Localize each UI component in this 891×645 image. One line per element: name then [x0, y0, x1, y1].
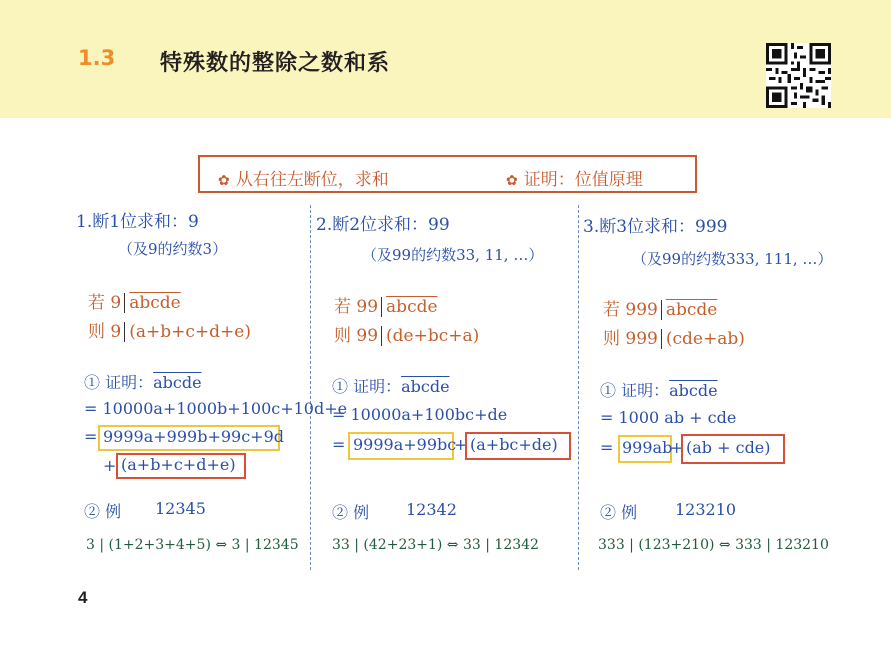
col1-example-label: ② 例	[84, 502, 122, 521]
flower-icon: ✿	[218, 173, 230, 189]
column-divider	[578, 205, 579, 570]
col2-subheading: （及99的约数33, 11, …）	[362, 246, 544, 264]
col1-step1: = 10000a+1000b+100c+10d+e	[84, 399, 348, 418]
col3-step2: 999ab	[622, 438, 673, 457]
col3-subheading: （及99的约数333, 111, …）	[632, 250, 833, 268]
col3-if-line: 若 999 abcde	[603, 300, 718, 320]
header-banner	[0, 0, 891, 118]
col3-step3: (ab + cde)	[686, 438, 771, 457]
qr-code-icon	[766, 43, 831, 108]
col2-eq: =	[332, 435, 346, 454]
col1-eq: =	[84, 427, 98, 446]
col2-plus: +	[454, 435, 468, 454]
col2-example-number: 12342	[406, 500, 457, 519]
col3-proof-label: ① 证明：abcde	[600, 381, 718, 400]
col1-plus: +	[103, 456, 117, 475]
col1-step2: 9999a+999b+99c+9d	[103, 427, 284, 446]
col2-heading: 2.断2位求和：99	[316, 215, 450, 235]
col3-heading: 3.断3位求和：999	[583, 217, 728, 237]
col3-example-line: 333 | (123+210) ⇔ 333 | 123210	[598, 537, 829, 553]
column-divider	[310, 205, 311, 570]
col1-proof-label: ① 证明：abcde	[84, 373, 202, 392]
page-number: 4	[78, 588, 88, 607]
col3-example-number: 123210	[675, 500, 737, 519]
col3-then-line: 则 999 (cde+ab)	[603, 329, 745, 349]
col3-eq: =	[600, 438, 614, 457]
col1-example-number: 12345	[155, 499, 206, 518]
col1-heading: 1.断1位求和：9	[76, 212, 199, 232]
col2-proof-label: ① 证明：abcde	[332, 377, 450, 396]
section-number: 1.3	[78, 46, 116, 70]
col2-step2: 9999a+99bc	[353, 435, 457, 454]
col3-example-label: ② 例	[600, 503, 638, 522]
col2-example-label: ② 例	[332, 503, 370, 522]
col3-plus: +	[670, 438, 684, 457]
summary-box	[198, 155, 697, 193]
col1-step3: (a+b+c+d+e)	[121, 455, 236, 474]
col1-if-line: 若 9 abcde	[88, 293, 181, 313]
col2-step3: (a+bc+de)	[470, 435, 558, 454]
col2-example-line: 33 | (42+23+1) ⇔ 33 | 12342	[332, 537, 539, 553]
col2-if-line: 若 99 abcde	[334, 297, 438, 317]
col1-then-line: 则 9 (a+b+c+d+e)	[88, 322, 251, 342]
section-title: 特殊数的整除之数和系	[160, 51, 391, 76]
summary-item-1: ✿ 从右往左断位，求和	[218, 170, 389, 190]
col3-step1: = 1000 ab + cde	[600, 408, 737, 427]
flower-icon: ✿	[506, 173, 518, 189]
col1-subheading: （及9的约数3）	[118, 240, 228, 258]
col2-step1: = 10000a+100bc+de	[332, 405, 508, 424]
summary-item-2: ✿ 证明：位值原理	[506, 170, 643, 190]
col1-example-line: 3 | (1+2+3+4+5) ⇔ 3 | 12345	[86, 537, 299, 553]
col2-then-line: 则 99 (de+bc+a)	[334, 326, 480, 346]
